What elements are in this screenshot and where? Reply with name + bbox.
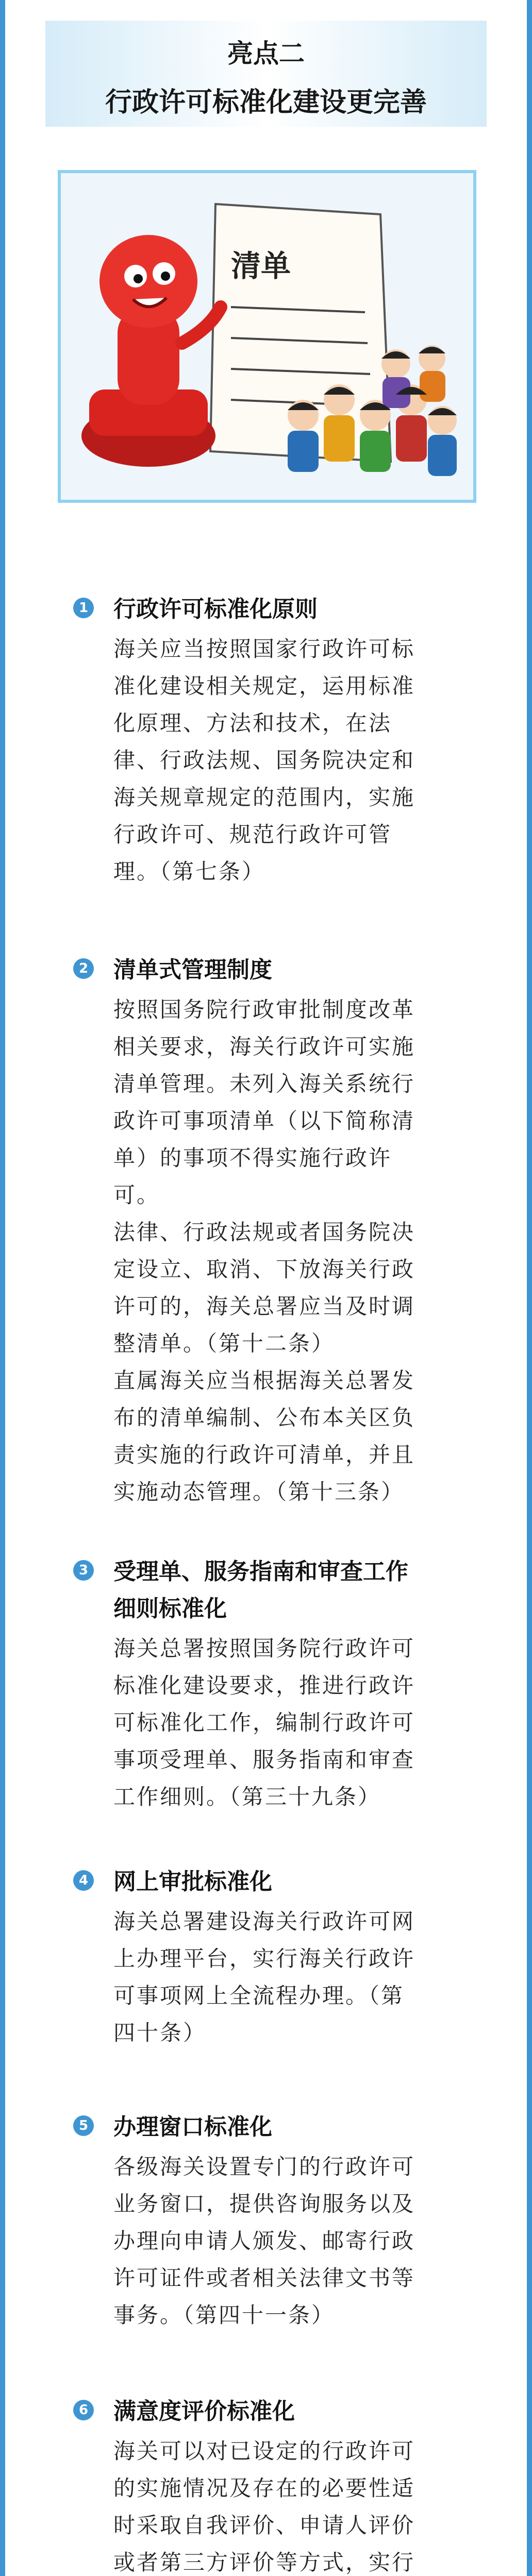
section-title: 满意度评价标准化 xyxy=(113,2398,295,2425)
text-line: 海关可以对已设定的行政许可 xyxy=(113,2438,415,2464)
text-line: 政许可事项清单（以下简称清 xyxy=(113,1108,415,1133)
text-line: 整清单。（第十二条） xyxy=(113,1331,335,1356)
text-line: 许可的，海关总署应当及时调 xyxy=(113,1294,415,1319)
text-line: 工作细则。（第三十九条） xyxy=(113,1784,381,1809)
section-title: 受理单、服务指南和审查工作 xyxy=(113,1558,408,1585)
text-line: 实施动态管理。（第十三条） xyxy=(113,1479,405,1504)
header-title: 行政许可标准化建设更完善 xyxy=(105,87,427,118)
text-line: 按照国务院行政审批制度改革 xyxy=(113,997,415,1022)
section-paragraph xyxy=(113,631,485,890)
stamp-checklist-cartoon xyxy=(61,173,473,500)
text-line: 法律、行政法规或者国务院决 xyxy=(113,1219,415,1245)
text-line: 可事项网上全流程办理。（第 xyxy=(113,1983,405,2008)
text-line: 四十条） xyxy=(113,2020,207,2045)
header-banner xyxy=(45,21,487,127)
text-line: 的实施情况及存在的必要性适 xyxy=(113,2476,415,2501)
text-line: 可标准化工作，编制行政许可 xyxy=(113,1710,415,1735)
text-line: 事务。（第四十一条） xyxy=(113,2302,335,2328)
text-line: 布的清单编制、公布本关区负 xyxy=(113,1405,415,1430)
number-badge: 1 xyxy=(73,598,94,618)
text-line: 单）的事项不得实施行政许 xyxy=(113,1145,392,1171)
text-line: 事项受理单、服务指南和审查 xyxy=(113,1747,415,1772)
section-paragraph xyxy=(113,1630,485,1816)
text-line: 准化建设相关规定，运用标准 xyxy=(113,673,415,699)
section-paragraph xyxy=(113,1214,485,1362)
text-line: 相关要求，海关行政许可实施 xyxy=(113,1034,415,1059)
section-paragraph xyxy=(113,2433,485,2576)
text-line: 标准化建设要求，推进行政许 xyxy=(113,1673,415,1698)
text-line: 海关应当按照国家行政许可标 xyxy=(113,636,415,662)
cartoon-illustration xyxy=(58,170,476,503)
checklist-sign-text: 清单 xyxy=(231,248,291,283)
text-line: 行政许可、规范行政许可管 xyxy=(113,822,392,847)
number-badge: 3 xyxy=(73,1560,94,1581)
text-line: 各级海关设置专门的行政许可 xyxy=(113,2154,415,2179)
text-line: 海关总署按照国务院行政许可 xyxy=(113,1636,415,1661)
number-badge: 4 xyxy=(73,1870,94,1891)
text-line: 办理向申请人颁发、邮寄行政 xyxy=(113,2228,415,2253)
section-paragraph xyxy=(113,1903,485,2052)
section-title: 网上审批标准化 xyxy=(113,1869,272,1895)
text-line: 化原理、方法和技术，在法 xyxy=(113,710,392,736)
text-line: 海关总署建设海关行政许可网 xyxy=(113,1909,415,1934)
text-line: 可。 xyxy=(113,1182,160,1208)
number-badge: 5 xyxy=(73,2115,94,2136)
text-line: 上办理平台，实行海关行政许 xyxy=(113,1946,415,1971)
section-title-continued: 细则标准化 xyxy=(113,1596,227,1622)
section-title: 办理窗口标准化 xyxy=(113,2114,272,2140)
text-line: 许可证件或者相关法律文书等 xyxy=(113,2265,415,2291)
text-line: 时采取自我评价、申请人评价 xyxy=(113,2513,415,2538)
section-paragraph xyxy=(113,991,485,1214)
text-line: 业务窗口，提供咨询服务以及 xyxy=(113,2191,415,2216)
text-line: 清单管理。未列入海关系统行 xyxy=(113,1071,415,1096)
section-paragraph xyxy=(113,1362,485,1511)
text-line: 或者第三方评价等方式，实行 xyxy=(113,2550,415,2575)
section-paragraph xyxy=(113,2148,485,2334)
number-badge: 6 xyxy=(73,2400,94,2420)
section-title: 清单式管理制度 xyxy=(113,957,272,983)
text-line: 律、行政法规、国务院决定和 xyxy=(113,748,415,773)
header-subtitle: 亮点二 xyxy=(227,39,305,69)
text-line: 定设立、取消、下放海关行政 xyxy=(113,1257,415,1282)
text-line: 理。（第七条） xyxy=(113,859,265,884)
text-line: 责实施的行政许可清单，并且 xyxy=(113,1442,415,1467)
text-line: 直属海关应当根据海关总署发 xyxy=(113,1368,415,1393)
text-line: 海关规章规定的范围内，实施 xyxy=(113,785,415,810)
number-badge: 2 xyxy=(73,958,94,979)
section-title: 行政许可标准化原则 xyxy=(113,596,318,622)
